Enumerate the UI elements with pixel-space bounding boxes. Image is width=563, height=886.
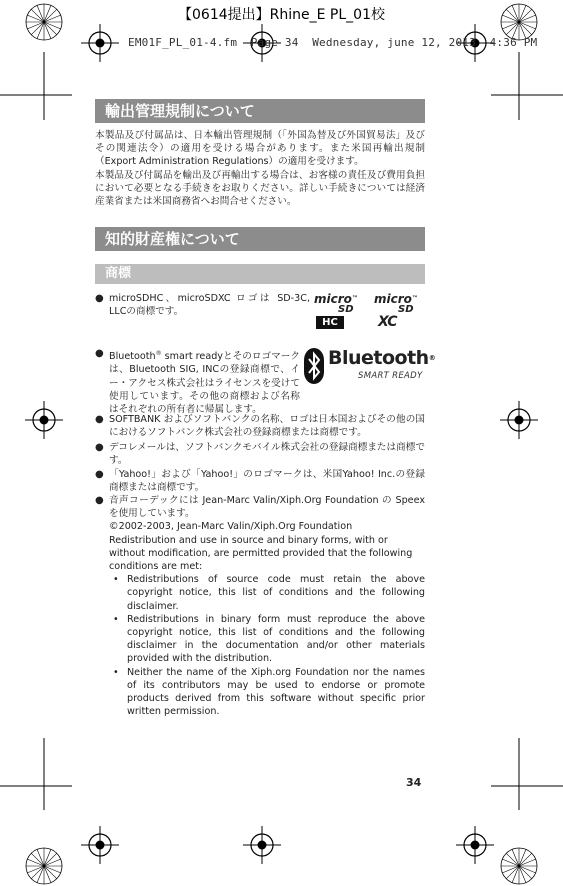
bullet-microsd bbox=[95, 292, 310, 318]
registration-target-bottom-center bbox=[243, 826, 281, 864]
sub-bullet-mark: • bbox=[113, 574, 119, 586]
speex-intro: 音声コーデックには Jean-Marc Valin/Xiph.Org Foundation の Speex を使用しています。 bbox=[109, 495, 425, 520]
smart-ready-tagline: SMART READY bbox=[358, 371, 423, 381]
bluetooth-rest: smart readyとそのロゴマークは、Bluetooth SIG, INCの登録商標で、イー・アクセス株式会社はライセンスを受けて使用しています。その他の商標および名称はそれぞれの所有者に帰属します。 bbox=[109, 351, 300, 415]
hc-text: HC bbox=[316, 316, 344, 329]
ip-heading: 知的財産権について bbox=[95, 227, 425, 251]
bullet-speex bbox=[95, 494, 425, 718]
bullet-yahoo bbox=[95, 468, 425, 494]
microsdhc-logo bbox=[314, 293, 364, 331]
condition-3-text: Neither the name of the Xiph.org Foundation nor the names of its contributors may be used to endorse or promote products derived from this software without specific prior written permission. bbox=[127, 666, 425, 718]
xc-text: XC bbox=[378, 314, 397, 330]
print-header-title: 【0614提出】Rhine_E PL_01校 bbox=[178, 7, 385, 23]
sub-bullet-mark: • bbox=[113, 613, 119, 625]
micro-text: micro bbox=[374, 292, 412, 306]
bluetooth-wordmark: Bluetooth bbox=[328, 347, 429, 369]
bullet-decomail bbox=[95, 441, 425, 467]
registration-target-mid-right bbox=[500, 401, 538, 439]
registration-target-bottom-right bbox=[456, 826, 494, 864]
export-control-para-1: 本製品及び付属品は、日本輸出管理規制（「外国為替及び外国貿易法」及びその関連法令）の適用を受ける場合があります。また米国再輸出規制（Export Administration Regulations）の適用を受けます。 bbox=[95, 130, 425, 168]
bluetooth-rune-icon bbox=[304, 348, 324, 384]
star-mark-bottom-right bbox=[501, 848, 537, 884]
bluetooth-smart-ready-logo bbox=[304, 346, 436, 386]
export-control-heading: 輸出管理規制について bbox=[95, 99, 425, 123]
trademark-heading: 商標 bbox=[95, 264, 425, 284]
registration-target-top-left bbox=[81, 24, 119, 62]
registration-target-bottom-left bbox=[81, 826, 119, 864]
bullet-softbank bbox=[95, 413, 425, 439]
export-control-text bbox=[95, 129, 425, 208]
page-number: 34 bbox=[406, 776, 422, 789]
bullet-mark: ● bbox=[95, 414, 104, 425]
condition-2 bbox=[113, 613, 425, 666]
bullet-mark: ● bbox=[95, 469, 104, 480]
softbank-text: SOFTBANK およびソフトバンクの名称、ロゴは日本国およびその他の国におけるソフトバンク株式会社の登録商標または商標です。 bbox=[109, 414, 425, 439]
sd-text: SD bbox=[338, 304, 354, 315]
condition-2-text: Redistributions in binary form must reproduce the above copyright notice, this list of conditions and the following disclaimer in the documentation and/or other materials provided with the distribution. bbox=[127, 613, 425, 665]
bullet-bluetooth bbox=[95, 347, 300, 416]
sub-bullet-mark: • bbox=[113, 666, 119, 678]
bluetooth-registered-mark: ® bbox=[428, 354, 436, 362]
microsd-text: microSDHC、microSDXC ロゴは SD-3C, LLCの商標です。 bbox=[109, 293, 310, 318]
speex-redistribution: Redistribution and use in source and binary forms, with or without modification, are permitted provided that the following conditions are met: bbox=[109, 534, 413, 573]
micro-text: micro bbox=[314, 292, 352, 306]
speex-copyright: ©2002-2003, Jean-Marc Valin/Xiph.Org Foundation bbox=[109, 521, 353, 533]
bullet-mark: ● bbox=[95, 348, 104, 359]
condition-1 bbox=[113, 573, 425, 613]
speex-block bbox=[109, 494, 425, 718]
print-header-file-line: EM01F_PL_01-4.fm Page 34 Wednesday, june 12, 2013 4:36 PM bbox=[128, 36, 538, 49]
tm-mark: ™ bbox=[411, 295, 418, 302]
bullet-mark: ● bbox=[95, 442, 104, 453]
export-control-para-2: 本製品及び付属品を輸出及び再輸出する場合は、お客様の責任及び費用負担において必要となる手続きをお取りください。詳しい手続きについては経済産業省または米国商務省へお問合せください。 bbox=[95, 169, 425, 208]
bullet-mark: ● bbox=[95, 495, 104, 506]
bluetooth-word: Bluetooth bbox=[109, 351, 156, 363]
condition-1-text: Redistributions of source code must retain the above copyright notice, this list of conditions and the following disclaimer. bbox=[127, 574, 425, 612]
condition-3 bbox=[113, 666, 425, 719]
registration-target-mid-left bbox=[25, 401, 63, 439]
bluetooth-text bbox=[109, 347, 300, 416]
yahoo-text: 「Yahoo!」および「Yahoo!」のロゴマークは、米国Yahoo! Inc.の登録商標または商標です。 bbox=[109, 469, 425, 494]
microsdxc-logo bbox=[374, 293, 424, 331]
bullet-mark: ● bbox=[95, 293, 104, 304]
tm-mark: ™ bbox=[351, 295, 358, 302]
decomail-text: デコレメールは、ソフトバンクモバイル株式会社の登録商標または商標です。 bbox=[109, 442, 425, 467]
registered-mark: ® bbox=[155, 350, 162, 357]
sd-text: SD bbox=[398, 304, 414, 315]
star-mark-bottom-left bbox=[26, 848, 62, 884]
